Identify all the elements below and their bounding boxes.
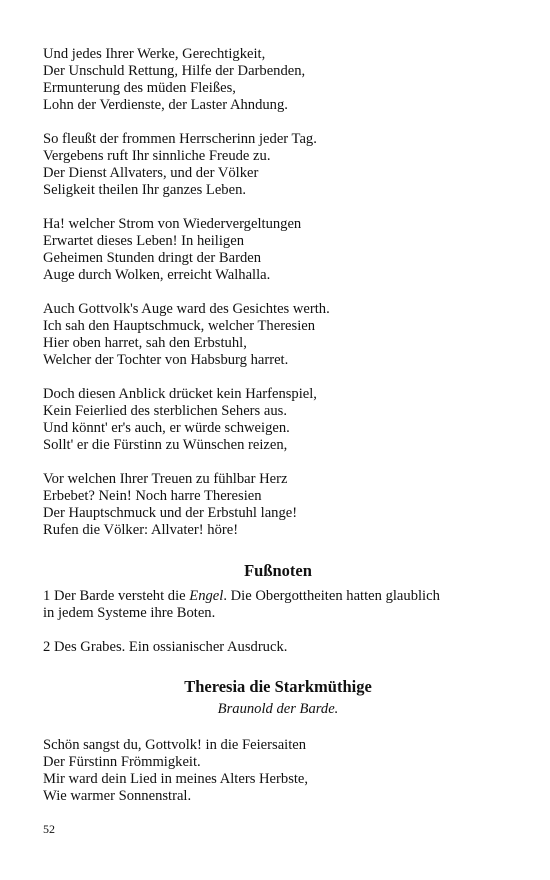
footnote-line: 2 Des Grabes. Ein ossianischer Ausdruck. xyxy=(43,639,288,655)
footnotes-heading: Fußnoten xyxy=(244,561,312,580)
stanza-5 xyxy=(43,386,513,454)
verse-line: Vor welchen Ihrer Treuen zu fühlbar Herz xyxy=(43,471,288,487)
verse-line: Auge durch Wolken, erreicht Walhalla. xyxy=(43,267,271,283)
verse-line: Ermunterung des müden Fleißes, xyxy=(43,80,236,96)
verse-line: Mir ward dein Lied in meines Alters Herbste, xyxy=(43,771,309,787)
poem-title: Theresia die Starkmüthige xyxy=(184,677,372,696)
verse-line: Der Unschuld Rettung, Hilfe der Darbenden, xyxy=(43,63,306,79)
verse-line: Der Hauptschmuck und der Erbstuhl lange! xyxy=(43,505,298,521)
verse-line: Sollt' er die Fürstinn zu Wünschen reizen, xyxy=(43,437,288,453)
stanza-3 xyxy=(43,216,513,284)
verse-line: Und könnt' er's auch, er würde schweigen. xyxy=(43,420,290,436)
stanza-2 xyxy=(43,131,513,199)
stanza-4 xyxy=(43,301,513,369)
footnote-1 xyxy=(43,588,513,622)
poem-subtitle: Braunold der Barde. xyxy=(217,701,339,717)
verse-line: Hier oben harret, sah den Erbstuhl, xyxy=(43,335,247,351)
page-number: 52 xyxy=(43,822,55,836)
verse-line: Schön sangst du, Gottvolk! in die Feiersaiten xyxy=(43,737,307,753)
footnote-2 xyxy=(43,639,513,656)
verse-line: Erbebet? Nein! Noch harre Theresien xyxy=(43,488,262,504)
stanza-6 xyxy=(43,471,513,539)
verse-line: Geheimen Stunden dringt der Barden xyxy=(43,250,262,266)
footnote-line xyxy=(43,588,513,605)
stanza-poem2 xyxy=(43,737,513,805)
verse-line: Lohn der Verdienste, der Laster Ahndung. xyxy=(43,97,288,113)
verse-line: Doch diesen Anblick drücket kein Harfenspiel, xyxy=(43,386,317,402)
stanza-1 xyxy=(43,46,513,114)
verse-line: Welcher der Tochter von Habsburg harret. xyxy=(43,352,289,368)
verse-line: Und jedes Ihrer Werke, Gerechtigkeit, xyxy=(43,46,266,62)
verse-line: Ha! welcher Strom von Wiedervergeltungen xyxy=(43,216,302,232)
verse-line: Erwartet dieses Leben! In heiligen xyxy=(43,233,244,249)
verse-line: Wie warmer Sonnenstral. xyxy=(43,788,192,804)
verse-line: Auch Gottvolk's Auge ward des Gesichtes werth. xyxy=(43,301,330,317)
footnote-emphasis: Engel xyxy=(189,588,224,604)
verse-line: Rufen die Völker: Allvater! höre! xyxy=(43,522,239,538)
verse-line: So fleußt der frommen Herrscherinn jeder Tag. xyxy=(43,131,317,147)
footnote-text: 1 Der Barde versteht die xyxy=(43,588,190,604)
verse-line: Vergebens ruft Ihr sinnliche Freude zu. xyxy=(43,148,271,164)
page-body xyxy=(43,46,513,822)
verse-line: Seligkeit theilen Ihr ganzes Leben. xyxy=(43,182,247,198)
footnote-text: . Die Obergottheiten hatten glaublich xyxy=(223,588,440,604)
verse-line: Der Dienst Allvaters, und der Völker xyxy=(43,165,259,181)
verse-line: Der Fürstinn Frömmigkeit. xyxy=(43,754,201,770)
verse-line: Kein Feierlied des sterblichen Sehers aus. xyxy=(43,403,287,419)
verse-line: Ich sah den Hauptschmuck, welcher Theresien xyxy=(43,318,316,334)
footnote-line: in jedem Systeme ihre Boten. xyxy=(43,605,216,621)
